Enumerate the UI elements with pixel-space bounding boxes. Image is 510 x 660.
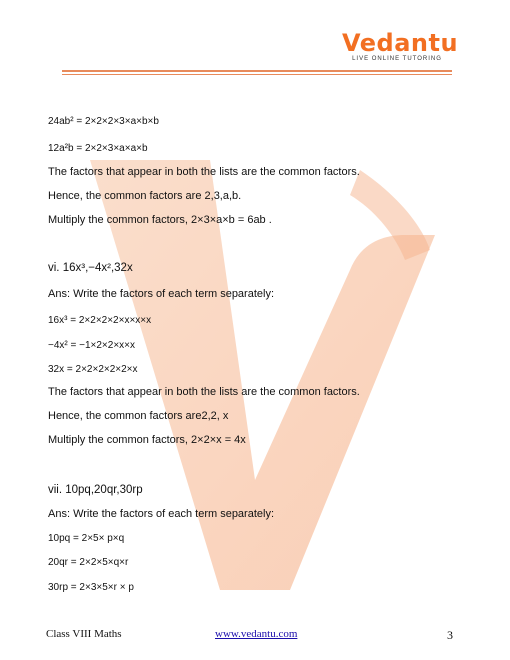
header-rule [62,70,452,72]
page-number: 3 [447,628,453,642]
factor-line-20qr: 20qr = 2×2×5×q×r [48,557,129,568]
question-vii: vii. 10pq,20qr,30rp [48,484,143,496]
multiply-common-factors-vi: Multiply the common factors, 2×2×x = 4x [48,434,246,446]
factor-line-12a2b: 12a²b = 2×2×3×a×a×b [48,143,148,154]
logo-wordmark: Vedantu [342,29,459,57]
common-factors-statement: The factors that appear in both the lists are the common factors. [48,166,360,178]
vedantu-logo [342,29,459,62]
common-factors-result-vi: Hence, the common factors are2,2, x [48,410,229,422]
answer-vi-intro: Ans: Write the factors of each term separately: [48,288,275,300]
answer-vii-intro: Ans: Write the factors of each term separately: [48,508,275,520]
factor-line-16x3: 16x³ = 2×2×2×2×x×x×x [48,315,152,326]
common-factors-result: Hence, the common factors are 2,3,a,b. [48,190,242,202]
question-vi: vi. 16x³,−4x²,32x [48,262,133,274]
factor-line-24ab2: 24ab² = 2×2×2×3×a×b×b [48,116,159,127]
factor-line-32x: 32x = 2×2×2×2×2×x [48,364,138,375]
footer-class-label: Class VIII Maths [46,628,122,640]
factor-line-30rp: 30rp = 2×3×5×r × p [48,582,134,593]
header-rule-thin [62,74,452,75]
logo-tagline: LIVE ONLINE TUTORING [352,56,442,62]
common-factors-statement-vi: The factors that appear in both the lists are the common factors. [48,386,360,398]
footer-website-link[interactable]: www.vedantu.com [215,628,298,640]
multiply-common-factors: Multiply the common factors, 2×3×a×b = 6ab . [48,214,272,226]
factor-line-neg4x2: −4x² = −1×2×2×x×x [48,340,136,351]
factor-line-10pq: 10pq = 2×5× p×q [48,533,125,544]
